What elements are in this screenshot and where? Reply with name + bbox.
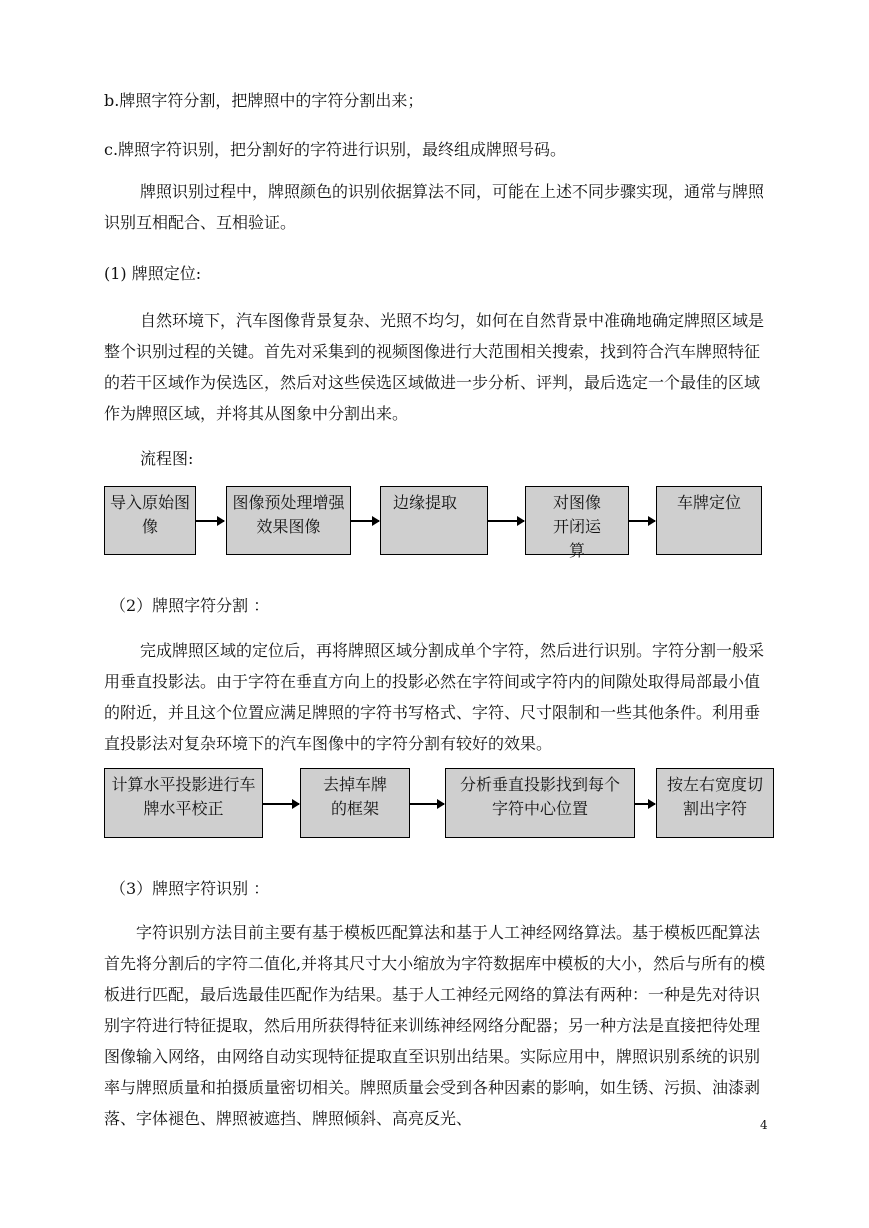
flow-label: 流程图: [140,449,194,468]
page-number: 4 [760,1118,768,1132]
flow1-step-3: 边缘提取 [380,486,488,555]
paragraph-locate: 自然环境下，汽车图像背景复杂、光照不均匀，如何在自然背景中准确地确定牌照区域是整个识别过程的关键。首先对采集到的视频图像进行大范围相关搜索，找到符合汽车牌照特征的若干区域作为侯选区，然后对这些侯选区域做进一步分析、评判，最后选定一个最佳的区域作为牌照区域，并将其从图象中分割出来。 [104,311,765,423]
flow1-step-5: 车牌定位 [656,486,762,555]
heading-locate: (1) 牌照定位: [104,264,202,283]
heading-segment: （2）牌照字符分割 ： [110,596,270,615]
flow2-arrow-3 [635,803,655,805]
flow2-step-1: 计算水平投影进行车牌水平校正 [104,768,263,838]
flow2-arrow-2 [410,803,444,805]
flow1-arrow-3 [488,520,524,522]
flow1-step-1: 导入原始图像 [104,486,196,555]
flow1-arrow-4 [629,520,655,522]
flow1-arrow-2 [351,520,379,522]
list-item-c: c.牌照字符识别，把分割好的字符进行识别，最终组成牌照号码。 [104,140,567,159]
paragraph-recognize: 字符识别方法目前主要有基于模板匹配算法和基于人工神经网络算法。基于模板匹配算法首先将分割后的字符二值化,并将其尺寸大小缩放为字符数据库中模板的大小，然后与所有的模板进行匹配，最后选最佳匹配作为结果。基于人工神经元网络的算法有两种：一种是先对待识别字符进行特征提取，然后用所获得特征来训练神经网络分配器；另一种方法是直接把待处理图像输入网络，由网络自动实现特征提取直至识别出结果。实际应用中，牌照识别系统的识别率与牌照质量和拍摄质量密切相关。牌照质量会受到各种因素的影响，如生锈、污损、油漆剥落、字体褪色、牌照被遮挡、牌照倾斜、高亮反光、 [104,923,766,1128]
flow1-step-2: 图像预处理增强效果图像 [226,486,351,555]
flow1-arrow-1 [196,520,224,522]
flow2-step-2: 去掉车牌的框架 [300,768,410,838]
flow2-step-4: 按左右宽度切割出字符 [656,768,774,838]
flow2-step-3: 分析垂直投影找到每个字符中心位置 [445,768,635,838]
list-item-b: b.牌照字符分割，把牌照中的字符分割出来； [104,91,424,110]
heading-recognize: （3）牌照字符识别 ： [110,879,270,898]
paragraph-color: 牌照识别过程中，牌照颜色的识别依据算法不同，可能在上述不同步骤实现，通常与牌照识别互相配合、互相验证。 [104,182,765,232]
paragraph-segment: 完成牌照区域的定位后，再将牌照区域分割成单个字符，然后进行识别。字符分割一般采用垂直投影法。由于字符在垂直方向上的投影必然在字符间或字符内的间隙处取得局部最小值的附近，并且这个位置应满足牌照的字符书写格式、字符、尺寸限制和一些其他条件。利用垂直投影法对复杂环境下的汽车图像中的字符分割有较好的效果。 [104,641,765,753]
flow1-step-4: 对图像开闭运算 [525,486,629,555]
flow2-arrow-1 [263,803,299,805]
